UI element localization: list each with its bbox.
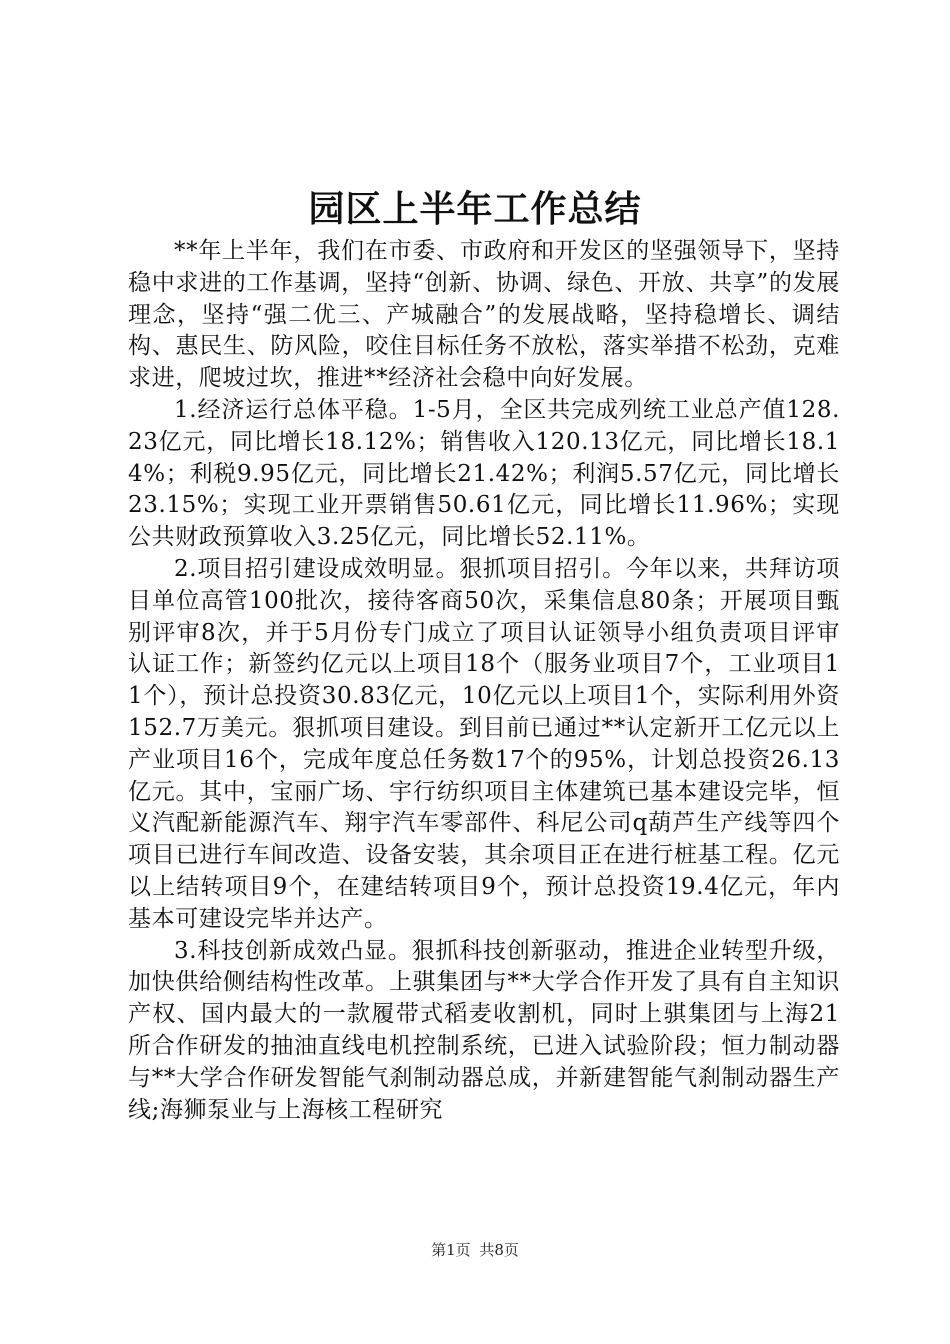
document-body [128,236,840,1126]
paragraph-economy: 1.经济运行总体平稳。1-5月，全区共完成列统工业总产值128.23亿元，同比增长18.12%；销售收入120.13亿元，同比增长18.14%；利税9.95亿元，同比增长21.42%；利润5.57亿元，同比增长23.15%；实现工业开票销售50.61亿元，同比增长11.96%；实现公共财政预算收入3.25亿元，同比增长52.11%。 [128,396,840,551]
document-title: 园区上半年工作总结 [308,188,642,230]
paragraph-projects: 2.项目招引建设成效明显。狠抓项目招引。今年以来，共拜访项目单位高管100批次，接待客商50次，采集信息80条；开展项目甄别评审8次，并于5月份专门成立了项目认证领导小组负责项目评审认证工作；新签约亿元以上项目18个（服务业项目7个，工业项目11个），预计总投资30.83亿元，10亿元以上项目1个，实际利用外资152.7万美元。狠抓项目建设。到目前已通过**认定新开工亿元以上产业项目16个，完成年度总任务数17个的95%，计划总投资26.13亿元。其中，宝丽广场、宇行纺织项目主体建筑已基本建设完毕，恒义汽配新能源汽车、翔宇汽车零部件、科尼公司q葫芦生产线等四个项目已进行车间改造、设备安装，其余项目正在进行桩基工程。亿元以上结转项目9个，在建结转项目9个，预计总投资19.4亿元，年内基本可建设完毕并达产。 [128,555,840,932]
page-footer [0,1240,950,1260]
paragraph-innovation: 3.科技创新成效凸显。狠抓科技创新驱动，推进企业转型升级，加快供给侧结构性改革。上骐集团与**大学合作开发了具有自主知识产权、国内最大的一款履带式稻麦收割机，同时上骐集团与上海21所合作研发的抽油直线电机控制系统，已进入试验阶段；恒力制动器与**大学合作研发智能气刹制动器总成，并新建智能气刹制动器生产线;海狮泵业与上海核工程研究 [128,937,840,1123]
page-total: 共8页 [479,1241,519,1259]
page-number: 第1页 [431,1241,471,1259]
paragraph-intro: **年上半年，我们在市委、市政府和开发区的坚强领导下，坚持稳中求进的工作基调，坚持“创新、协调、绿色、开放、共享”的发展理念，坚持“强二优三、产城融合”的发展战略，坚持稳增长、调结构、惠民生、防风险，咬住目标任务不放松，落实举措不松劲，克难求进，爬坡过坎，推进**经济社会稳中向好发展。 [128,238,840,392]
